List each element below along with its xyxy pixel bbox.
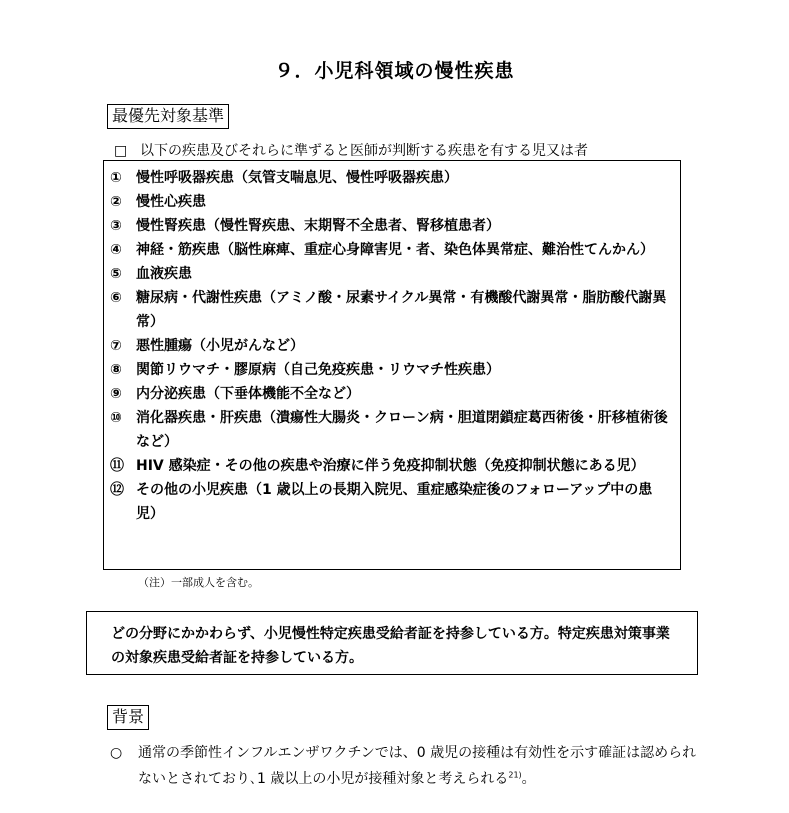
background-text: [138, 740, 700, 792]
disease-item: [110, 382, 672, 406]
reference-superscript: 21): [508, 770, 522, 780]
item-text: 神経・筋疾患（脳性麻痺、重症心身障害児・者、染色体異常症、難治性てんかん）: [136, 242, 654, 258]
page-title: ９．小児科領域の慢性疾患: [274, 60, 515, 82]
disease-item: [110, 238, 672, 262]
item-number: ⑨: [110, 386, 122, 402]
disease-item: [110, 166, 672, 190]
item-number: ①: [110, 170, 122, 186]
disease-item: [110, 478, 672, 526]
disease-item: [110, 454, 672, 478]
item-text: 内分泌疾患（下垂体機能不全など）: [136, 386, 360, 402]
item-text: 血液疾患: [136, 266, 192, 282]
item-number: ⑤: [110, 266, 122, 282]
disease-item: [110, 214, 672, 238]
item-text: 慢性呼吸器疾患（気管支喘息児、慢性呼吸器疾患）: [136, 170, 458, 186]
item-number: ⑦: [110, 338, 122, 354]
item-text: 慢性心疾患: [136, 194, 206, 210]
item-number: ④: [110, 242, 122, 258]
item-text: 関節リウマチ・膠原病（自己免疫疾患・リウマチ性疾患）: [136, 362, 500, 378]
criterion-text: 以下の疾患及びそれらに準ずると医師が判断する疾患を有する児又は者: [140, 143, 588, 159]
background-body: 通常の季節性インフルエンザワクチンでは、0 歳児の接種は有効性を示す確証は認められないとされており､1 歳以上の小児が接種対象と考えられる: [138, 745, 697, 787]
disease-item: [110, 286, 672, 334]
disease-item: [110, 262, 672, 286]
item-text: 慢性腎疾患（慢性腎疾患、末期腎不全患者、腎移植患者）: [136, 218, 500, 234]
item-text: 消化器疾患・肝疾患（潰瘍性大腸炎・クローン病・胆道閉鎖症葛西術後・肝移植術後など）: [136, 410, 668, 450]
item-number: ②: [110, 194, 122, 210]
item-text: HIV 感染症・その他の疾患や治療に伴う免疫抑制状態（免疫抑制状態にある児）: [136, 458, 645, 474]
disease-item: [110, 406, 672, 454]
background-paragraph: [110, 740, 700, 792]
item-text: その他の小児疾患（1 歳以上の長期入院児、重症感染症後のフォローアップ中の患児）: [136, 482, 653, 522]
priority-criteria-heading: 最優先対象基準: [107, 104, 229, 129]
circle-bullet-icon: ○: [110, 745, 123, 761]
disease-list-box: [103, 160, 681, 570]
background-end: 。: [521, 771, 536, 787]
footnote: （注）一部成人を含む。: [138, 576, 259, 589]
item-text: 糖尿病・代謝性疾患（アミノ酸・尿素サイクル異常・有機酸代謝異常・脂肪酸代謝異常）: [136, 290, 667, 330]
eligibility-text: どの分野にかかわらず、小児慢性特定疾患受給者証を持参している方。特定疾患対策事業の対象疾患受給者証を持参している方。: [111, 626, 670, 666]
item-number: ⑪: [110, 458, 124, 474]
item-number: ⑩: [110, 410, 122, 426]
background-heading: 背景: [107, 705, 149, 730]
item-number: ⑫: [110, 482, 124, 498]
checkbox-icon: □: [114, 143, 128, 159]
item-number: ③: [110, 218, 122, 234]
criterion-line: [114, 142, 588, 160]
item-number: ⑥: [110, 290, 122, 306]
item-number: ⑧: [110, 362, 122, 378]
item-text: 悪性腫瘍（小児がんなど）: [136, 338, 304, 354]
disease-item: [110, 190, 672, 214]
eligibility-box: [86, 611, 698, 675]
disease-item: [110, 358, 672, 382]
disease-item: [110, 334, 672, 358]
